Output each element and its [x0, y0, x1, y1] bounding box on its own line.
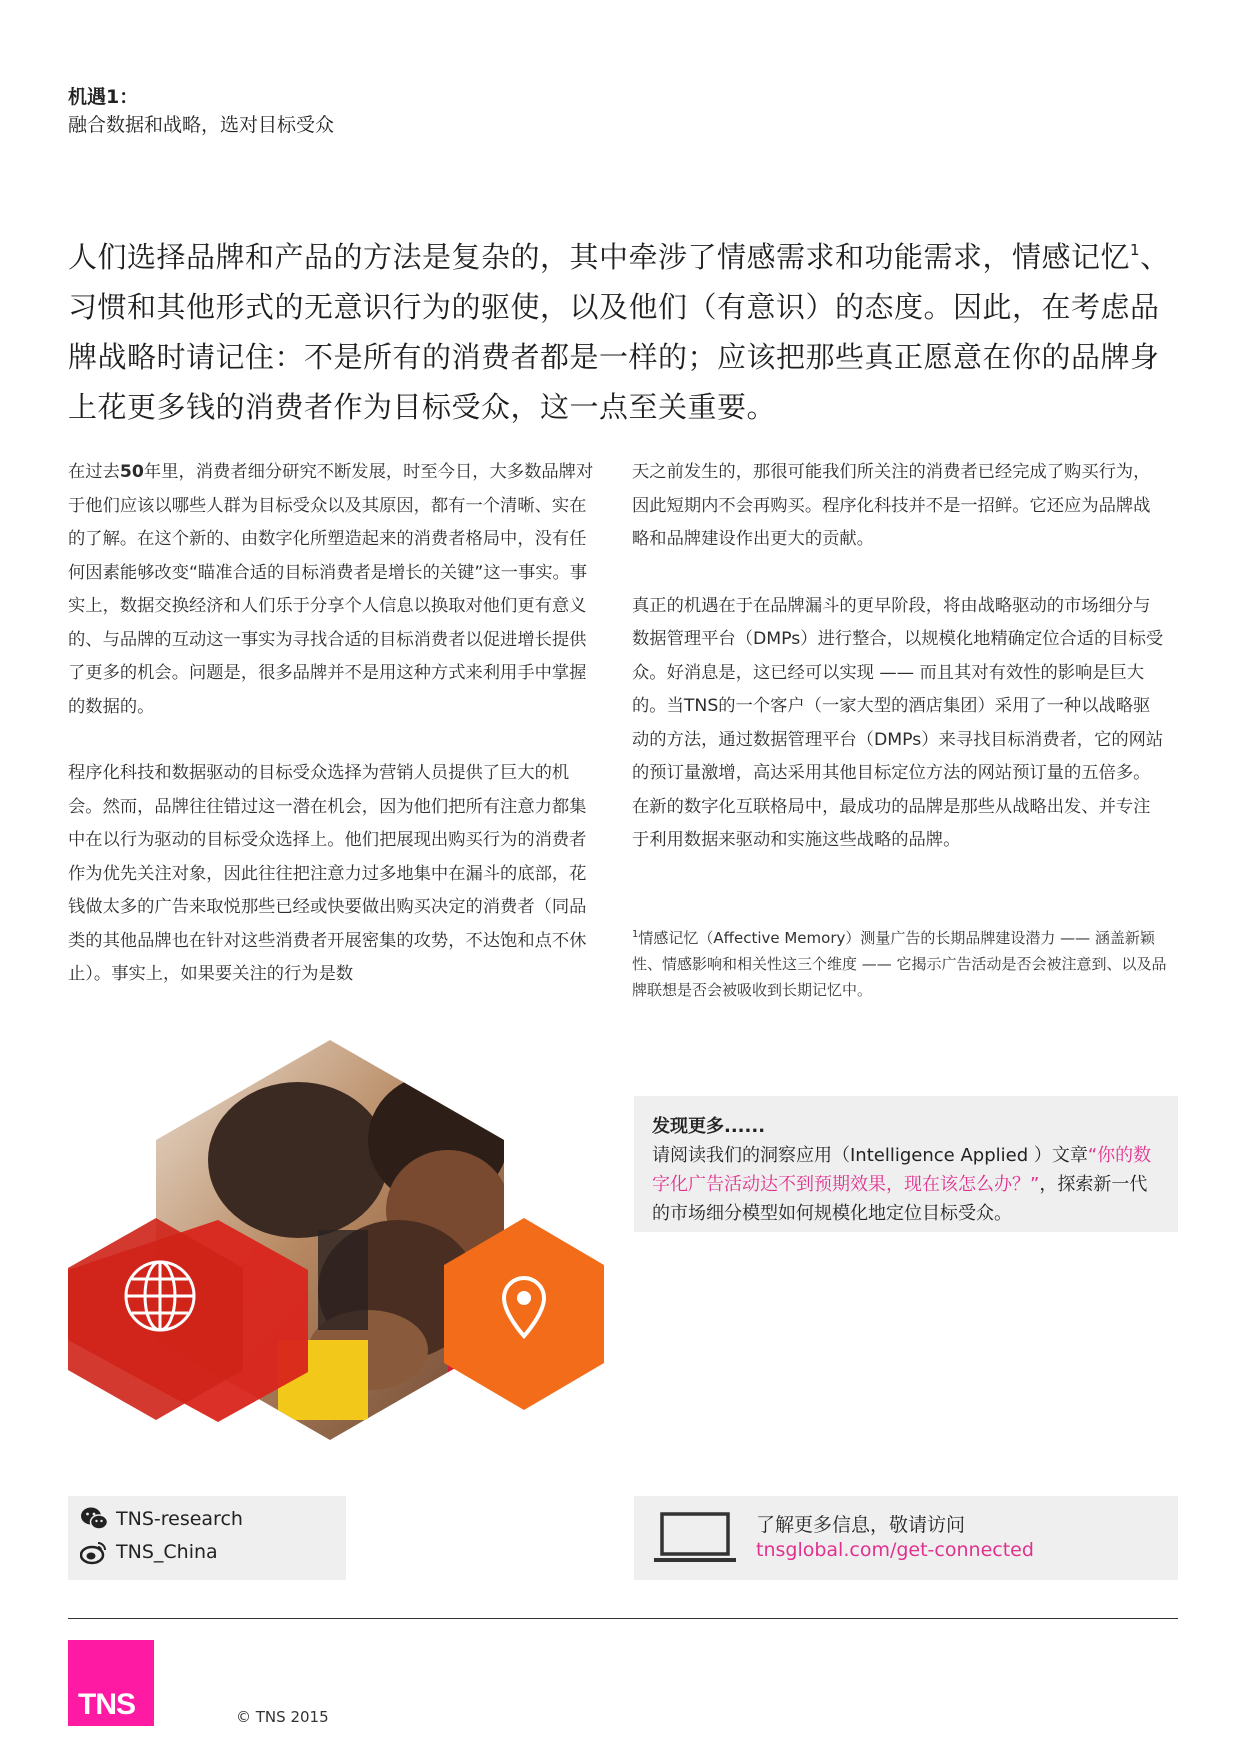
visit-box	[634, 1496, 1178, 1580]
lead-text-a: 人们选择品牌和产品的方法是复杂的，其中牵涉了情感需求和功能需求，情感记忆	[68, 240, 1131, 274]
weibo-row[interactable]	[116, 1541, 218, 1563]
tns-logo	[68, 1640, 154, 1726]
footer-divider	[68, 1618, 1178, 1619]
footnote-text: 情感记忆（Affective Memory）测量广告的长期品牌建设潜力 —— 涵盖新颖性、情感影响和相关性这三个维度 —— 它揭示广告活动是否会被注意到、以及品牌联想是否会被吸收到长期记忆中。	[632, 929, 1167, 999]
learn-more-text-b: ，探索新一代的市场细分模型如何规模化地定位目标受众。	[652, 1174, 1148, 1224]
learn-more-text-a: 请阅读我们的洞察应用（Intelligence Applied ）文章	[652, 1145, 1088, 1166]
body-text: 年里，消费者细分研究不断发展，时至今日，大多数品牌对于他们应该以哪些人群为目标受众以及其原因，都有一个清晰、实在的了解。在这个新的、由数字化所塑造起来的消费者格局中，没有任何因素能够改变“瞄准合适的目标消费者是增长的关键”这一事实。事实上，数据交换经济和人们乐于分享个人信息以换取对他们更有意义的、与品牌的互动这一事实为寻找合适的目标消费者以促进增长提供了更多的机会。问题是，很多品牌并不是用这种方式来利用手中掌握的数据的。	[68, 462, 594, 717]
logo-text: TNS	[78, 1688, 135, 1721]
footnote-marker: 1	[632, 929, 639, 940]
learn-more-text	[652, 1141, 1160, 1228]
copyright: © TNS 2015	[236, 1708, 329, 1726]
wechat-row[interactable]	[116, 1508, 243, 1530]
wechat-icon	[80, 1506, 108, 1532]
lead-text-b: 、习惯和其他形式的无意识行为的驱使，以及他们（有意识）的态度。因此，在考虑品牌战略时请记住：不是所有的消费者都是一样的；应该把那些真正愿意在你的品牌身上花更多钱的消费者作为目标受众，这一点至关重要。	[68, 240, 1170, 424]
weibo-account: TNS_China	[116, 1541, 218, 1563]
social-box	[68, 1496, 346, 1580]
hexagon-illustration	[68, 1040, 688, 1440]
lead-footnote-ref: 1	[1130, 241, 1141, 259]
section-subtitle: 融合数据和战略，选对目标受众	[68, 114, 335, 136]
visit-label: 了解更多信息，敬请访问	[756, 1514, 966, 1536]
body-column-left	[68, 456, 600, 992]
section-title: 机遇1：	[68, 86, 139, 108]
body-text-bold: 50	[119, 462, 144, 482]
body-text: 在过去	[68, 462, 120, 482]
wechat-account: TNS-research	[116, 1508, 243, 1530]
globe-icon	[126, 1262, 194, 1330]
learn-more-title: 发现更多......	[652, 1116, 766, 1137]
website-link[interactable]: tnsglobal.com/get-connected	[756, 1539, 1034, 1561]
body-column-right	[632, 456, 1164, 858]
body-paragraph: 天之前发生的，那很可能我们所关注的消费者已经完成了购买行为，因此短期内不会再购买。程序化科技并不是一招鲜。它还应为品牌战略和品牌建设作出更大的贡献。	[632, 462, 1151, 549]
body-paragraph: 程序化科技和数据驱动的目标受众选择为营销人员提供了巨大的机会。然而，品牌往往错过这一潜在机会，因为他们把所有注意力都集中在以行为驱动的目标受众选择上。他们把展现出购买行为的消费者作为优先关注对象，因此往往把注意力过多地集中在漏斗的底部，花钱做太多的广告来取悦那些已经或快要做出购买决定的消费者（同品类的其他品牌也在针对这些消费者开展密集的攻势，不达饱和点不休止）。事实上，如果要关注的行为是数	[68, 763, 587, 984]
laptop-icon	[652, 1512, 738, 1564]
footnote	[632, 922, 1168, 1003]
body-paragraph: 真正的机遇在于在品牌漏斗的更早阶段，将由战略驱动的市场细分与数据管理平台（DMPs）进行整合，以规模化地精确定位合适的目标受众。好消息是，这已经可以实现 —— 而且其对有效性的影响是巨大的。当TNS的一个客户（一家大型的酒店集团）采用了一种以战略驱动的方法，通过数据管理平台（DMPs）来寻找目标消费者，它的网站的预订量激增，高达采用其他目标定位方法的网站预订量的五倍多。在新的数字化互联格局中，最成功的品牌是那些从战略出发、并专注于利用数据来驱动和实施这些战略的品牌。	[632, 595, 1164, 850]
learn-more-box	[634, 1096, 1178, 1232]
body-paragraph	[68, 456, 600, 724]
weibo-icon	[80, 1539, 108, 1565]
lead-paragraph	[68, 232, 1178, 432]
article-link[interactable]: “你的数字化广告活动达不到预期效果，现在该怎么办？”	[652, 1145, 1152, 1195]
